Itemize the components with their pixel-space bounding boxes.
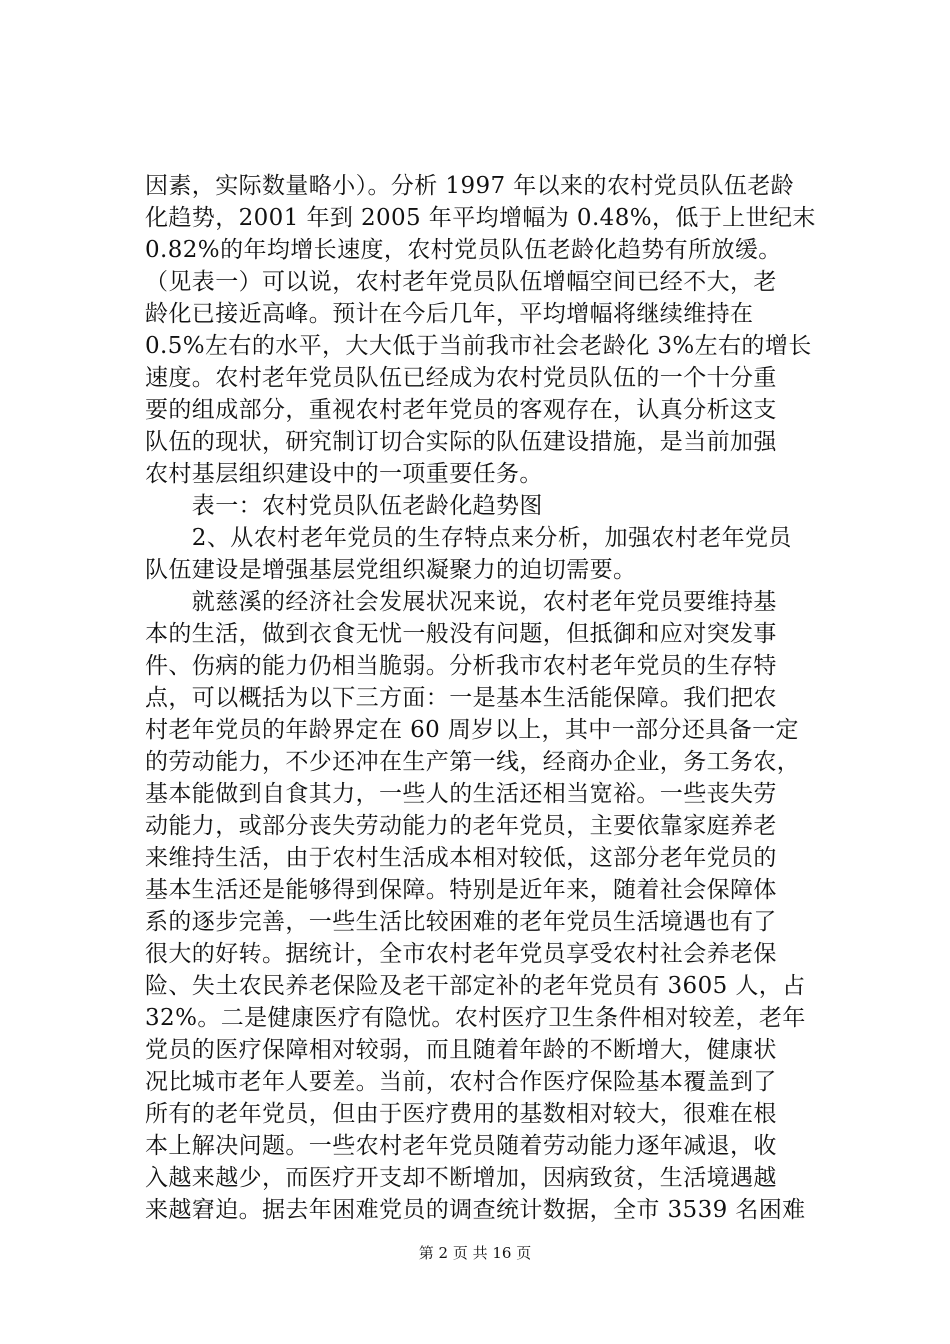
section-heading: 队伍建设是增强基层党组织凝聚力的迫切需要。 [145,557,637,583]
text-line: 来维持生活，由于农村生活成本相对较低，这部分老年党员的 [145,845,777,871]
text-line: 本上解决问题。一些农村老年党员随着劳动能力逐年减退，收 [145,1133,777,1159]
text-line: 险、失土农民养老保险及老干部定补的老年党员有 3605 人，占 [145,973,806,999]
text-line: 动能力，或部分丧失劳动能力的老年党员，主要依靠家庭养老 [145,813,777,839]
page-number-footer: 第 2 页 共 16 页 [418,1244,532,1262]
text-line: 0.5%左右的水平，大大低于当前我市社会老龄化 3%左右的增长 [145,333,812,359]
text-line: 况比城市老年人要差。当前，农村合作医疗保险基本覆盖到了 [145,1069,777,1095]
text-line: 系的逐步完善，一些生活比较困难的老年党员生活境遇也有了 [145,909,777,935]
text-line: 农村基层组织建设中的一项重要任务。 [145,461,543,487]
text-line: 本的生活，做到衣食无忧一般没有问题，但抵御和应对突发事 [145,621,777,647]
text-line: 基本能做到自食其力，一些人的生活还相当宽裕。一些丧失劳 [145,781,777,807]
table-caption: 表一：农村党员队伍老龄化趋势图 [145,493,543,519]
text-line: （见表一）可以说，农村老年党员队伍增幅空间已经不大，老 [145,269,777,295]
text-line: 的劳动能力，不少还冲在生产第一线，经商办企业，务工务农， [145,749,801,775]
text-line: 件、伤病的能力仍相当脆弱。分析我市农村老年党员的生存特 [145,653,777,679]
text-line: 党员的医疗保障相对较弱，而且随着年龄的不断增大，健康状 [145,1037,777,1063]
text-line: 速度。农村老年党员队伍已经成为农村党员队伍的一个十分重 [145,365,777,391]
text-line: 因素，实际数量略小）。分析 1997 年以来的农村党员队伍老龄 [145,173,795,199]
text-line: 队伍的现状，研究制订切合实际的队伍建设措施，是当前加强 [145,429,777,455]
text-line: 32%。二是健康医疗有隐忧。农村医疗卫生条件相对较差，老年 [145,1005,806,1031]
section-heading: 2、从农村老年党员的生存特点来分析，加强农村老年党员 [145,525,792,551]
text-line: 就慈溪的经济社会发展状况来说，农村老年党员要维持基 [145,589,777,615]
text-line: 入越来越少，而医疗开支却不断增加，因病致贫，生活境遇越 [145,1165,777,1191]
text-line: 龄化已接近高峰。预计在今后几年，平均增幅将继续维持在 [145,301,754,327]
text-line: 0.82%的年均增长速度，农村党员队伍老龄化趋势有所放缓。 [145,237,782,263]
text-line: 很大的好转。据统计，全市农村老年党员享受农村社会养老保 [145,941,777,967]
text-line: 来越窘迫。据去年困难党员的调查统计数据，全市 3539 名困难 [145,1197,806,1223]
text-line: 所有的老年党员，但由于医疗费用的基数相对较大，很难在根 [145,1101,777,1127]
text-line: 村老年党员的年龄界定在 60 周岁以上，其中一部分还具备一定 [145,717,799,743]
text-line: 基本生活还是能够得到保障。特别是近年来，随着社会保障体 [145,877,777,903]
text-line: 要的组成部分，重视农村老年党员的客观存在，认真分析这支 [145,397,777,423]
text-line: 点，可以概括为以下三方面：一是基本生活能保障。我们把农 [145,685,777,711]
text-line: 化趋势，2001 年到 2005 年平均增幅为 0.48%，低于上世纪末 [145,205,816,231]
